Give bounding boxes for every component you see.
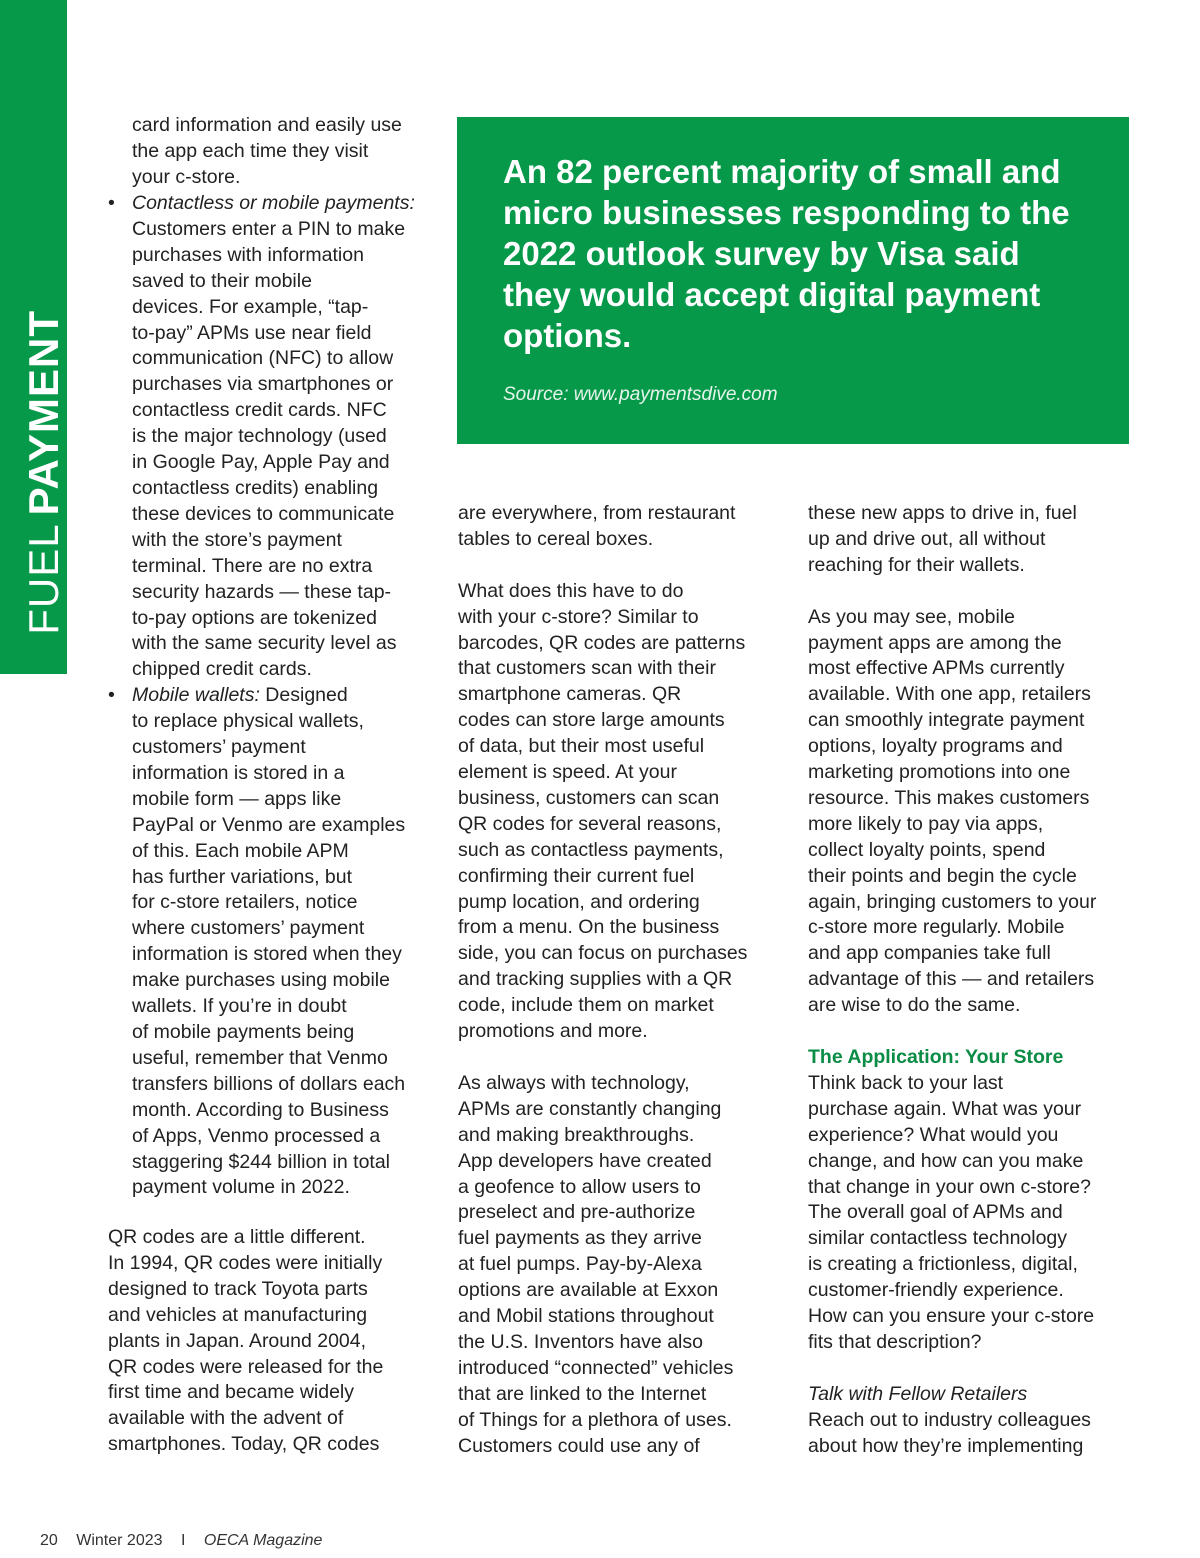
text-line: devices. For example, “tap-: [132, 295, 369, 318]
text-line: side, you can focus on purchases: [458, 942, 748, 965]
text-line: purchase again. What was your: [808, 1097, 1082, 1120]
text-line: about how they’re implementing: [808, 1434, 1084, 1457]
text-line: that change in your own c-store?: [808, 1175, 1091, 1198]
text-line: introduced “connected” vehicles: [458, 1356, 734, 1379]
text-line: with the same security level as: [132, 632, 397, 655]
text-line: most effective APMs currently: [808, 657, 1065, 680]
text-line: again, bringing customers to your: [808, 890, 1097, 913]
text-line: is creating a frictionless, digital,: [808, 1253, 1078, 1276]
column-3: [808, 501, 1138, 1459]
text-line: barcodes, QR codes are patterns: [458, 631, 746, 654]
pull-quote-box: [457, 117, 1129, 444]
text-line: fuel payments as they arrive: [458, 1227, 702, 1250]
paragraph: [458, 501, 788, 553]
text-line: month. According to Business: [132, 1098, 389, 1121]
text-line: and tracking supplies with a QR: [458, 968, 733, 991]
paragraph: [458, 1071, 788, 1460]
bullet-list: [108, 191, 438, 1201]
text-line: such as contactless payments,: [458, 838, 724, 861]
text-line: a geofence to allow users to: [458, 1175, 701, 1198]
text-line: Customers enter a PIN to make: [132, 217, 406, 240]
text-line: purchases with information: [132, 243, 364, 266]
text-line: available. With one app, retailers: [808, 683, 1091, 706]
text-line: transfers billions of dollars each: [132, 1072, 406, 1095]
text-line: and making breakthroughs.: [458, 1123, 695, 1146]
italic-subhead: Talk with Fellow Retailers: [808, 1382, 1028, 1405]
text-line: options are available at Exxon: [458, 1279, 719, 1302]
text-line: tables to cereal boxes.: [458, 527, 654, 550]
text-line: business, customers can scan: [458, 786, 720, 809]
text-line: QR codes are a little different.: [108, 1226, 366, 1248]
text-line: of Apps, Venmo processed a: [132, 1124, 381, 1147]
text-line: Reach out to industry colleagues: [808, 1408, 1091, 1431]
text-line: with your c-store? Similar to: [458, 605, 699, 628]
text-line: smartphones. Today, QR codes: [108, 1433, 380, 1456]
footer-separator: I: [180, 1532, 186, 1549]
bullet-dot: •: [108, 684, 115, 707]
text-line: collect loyalty points, spend: [808, 838, 1046, 861]
text-line: of this. Each mobile APM: [132, 839, 349, 862]
text-line: that customers scan with their: [458, 657, 716, 680]
text-line: for c-store retailers, notice: [132, 891, 358, 914]
text-line: saved to their mobile: [132, 269, 312, 292]
bullet-body: [132, 217, 438, 683]
text-line: of Things for a plethora of uses.: [458, 1408, 732, 1431]
text-line: and app companies take full: [808, 942, 1051, 965]
text-line: at fuel pumps. Pay-by-Alexa: [458, 1253, 702, 1276]
text-line: card information and easily use: [132, 114, 402, 136]
text-line: terminal. There are no extra: [132, 554, 373, 577]
text-line: c-store more regularly. Mobile: [808, 916, 1065, 939]
text-line: are wise to do the same.: [808, 994, 1021, 1017]
text-line: APMs are constantly changing: [458, 1097, 722, 1120]
section-label-bold: PAYMENT: [19, 310, 67, 516]
column-2: [458, 501, 788, 1460]
text-line: QR codes were released for the: [108, 1355, 384, 1378]
text-line: that are linked to the Internet: [458, 1382, 707, 1405]
text-line: resource. This makes customers: [808, 786, 1090, 809]
text-line: designed to track Toyota parts: [108, 1277, 368, 1300]
text-line: in Google Pay, Apple Pay and: [132, 451, 390, 474]
text-line: advantage of this — and retailers: [808, 968, 1095, 991]
text-line: these new apps to drive in, fuel: [808, 502, 1077, 524]
text-line: As always with technology,: [458, 1071, 690, 1094]
text-line: contactless credit cards. NFC: [132, 399, 387, 422]
col1-bottom-text: [108, 1225, 438, 1458]
paragraph: [808, 605, 1138, 1020]
text-line: staggering $244 billion in total: [132, 1150, 391, 1173]
text-line: from a menu. On the business: [458, 916, 720, 939]
paragraph: [808, 501, 1138, 579]
text-line: smartphone cameras. QR: [458, 683, 682, 706]
bullet-body: [132, 709, 438, 1201]
text-line: can smoothly integrate payment: [808, 709, 1085, 732]
text-line: How can you ensure your c-store: [808, 1305, 1095, 1328]
text-line: element is speed. At your: [458, 761, 677, 784]
text-line: to replace physical wallets,: [132, 710, 364, 733]
text-line: code, include them on market: [458, 994, 714, 1017]
col1-paragraph: [108, 1225, 438, 1458]
text-line: wallets. If you’re in doubt: [132, 995, 347, 1018]
text-line: security hazards — these tap-: [132, 580, 392, 603]
text-line: QR codes for several reasons,: [458, 812, 722, 835]
text-line: first time and became widely: [108, 1381, 355, 1404]
text-line: experience? What would you: [808, 1123, 1059, 1146]
text-line: confirming their current fuel: [458, 864, 695, 887]
text-line: As you may see, mobile: [808, 605, 1016, 628]
text-line: with the store’s payment: [132, 528, 342, 551]
paragraph: [458, 579, 788, 1045]
page-footer: [40, 1532, 336, 1550]
text-line: The overall goal of APMs and: [808, 1201, 1063, 1224]
bullet-item-mobile-wallets: [108, 683, 438, 1201]
text-line: more likely to pay via apps,: [808, 812, 1044, 835]
bullet-item-contactless: [108, 191, 438, 683]
text-line: options, loyalty programs and: [808, 735, 1063, 758]
text-line: PayPal or Venmo are examples: [132, 813, 406, 836]
text-line: Think back to your last: [808, 1071, 1004, 1094]
text-line: payment apps are among the: [808, 631, 1062, 654]
magazine-name: OECA Magazine: [203, 1532, 323, 1549]
text-line: these devices to communicate: [132, 502, 395, 525]
col1-top-text: [132, 113, 442, 191]
text-line: payment volume in 2022.: [132, 1176, 350, 1199]
text-line: is the major technology (used: [132, 425, 387, 448]
text-line: Customers could use any of: [458, 1434, 700, 1457]
text-line: and Mobil stations throughout: [458, 1305, 714, 1328]
text-line: plants in Japan. Around 2004,: [108, 1329, 367, 1352]
text-line: information is stored in a: [132, 761, 345, 784]
text-line: useful, remember that Venmo: [132, 1046, 388, 1069]
text-line: In 1994, QR codes were initially: [108, 1251, 383, 1274]
text-line: codes can store large amounts: [458, 709, 725, 732]
text-line: similar contactless technology: [808, 1227, 1068, 1250]
page-number: 20: [40, 1532, 58, 1549]
text-line: your c-store.: [132, 165, 241, 188]
section-subhead: The Application: Your Store: [808, 1046, 1064, 1068]
text-line: and vehicles at manufacturing: [108, 1303, 368, 1326]
text-line: promotions and more.: [458, 1020, 648, 1043]
text-line: has further variations, but: [132, 865, 353, 888]
text-line: to-pay options are tokenized: [132, 606, 377, 629]
text-line: of mobile payments being: [132, 1021, 355, 1043]
pull-quote-source: Source: www.paymentsdive.com: [503, 384, 778, 405]
text-line: pump location, and ordering: [458, 890, 700, 913]
bullet-lead: Mobile wallets:: [132, 684, 260, 707]
text-line: communication (NFC) to allow: [132, 347, 394, 370]
text-line: to-pay” APMs use near field: [132, 321, 372, 344]
text-line: where customers’ payment: [132, 917, 365, 940]
text-line: What does this have to do: [458, 579, 684, 602]
bullet-lead: Contactless or mobile payments:: [132, 192, 415, 214]
text-line: of data, but their most useful: [458, 735, 705, 758]
issue-date: Winter 2023: [76, 1532, 163, 1549]
text-line: fits that description?: [808, 1330, 982, 1353]
section-label: [10, 0, 77, 664]
text-line: mobile form — apps like: [132, 787, 342, 810]
text-line: available with the advent of: [108, 1407, 344, 1430]
text-line: make purchases using mobile: [132, 969, 390, 992]
text-line: customers’ payment: [132, 736, 306, 759]
text-line: contactless credits) enabling: [132, 476, 379, 499]
text-line: are everywhere, from restaurant: [458, 502, 736, 524]
text-line: change, and how can you make: [808, 1149, 1084, 1172]
text-line: the app each time they visit: [132, 139, 369, 162]
bullet-lead-rest: Designed: [259, 684, 348, 707]
section-label-light: FUEL: [19, 523, 67, 635]
text-line: up and drive out, all without: [808, 527, 1046, 550]
text-line: information is stored when they: [132, 943, 402, 966]
text-line: marketing promotions into one: [808, 761, 1071, 784]
section-band: [0, 0, 67, 674]
text-line: purchases via smartphones or: [132, 373, 394, 396]
bullet-dot: •: [108, 192, 115, 214]
text-line: chipped credit cards.: [132, 658, 312, 681]
text-line: their points and begin the cycle: [808, 864, 1077, 887]
text-line: customer-friendly experience.: [808, 1279, 1064, 1302]
text-line: reaching for their wallets.: [808, 553, 1025, 576]
text-line: preselect and pre-authorize: [458, 1201, 696, 1224]
text-line: App developers have created: [458, 1149, 712, 1172]
col1-continuation: [132, 113, 442, 191]
pull-quote: An 82 percent majority of small and micro businesses responding to the 2022 outlook survey by Visa said they would accept digital payment options.: [503, 153, 1070, 354]
text-line: the U.S. Inventors have also: [458, 1330, 703, 1353]
paragraph: [808, 1071, 1138, 1356]
paragraph: [808, 1408, 1138, 1460]
